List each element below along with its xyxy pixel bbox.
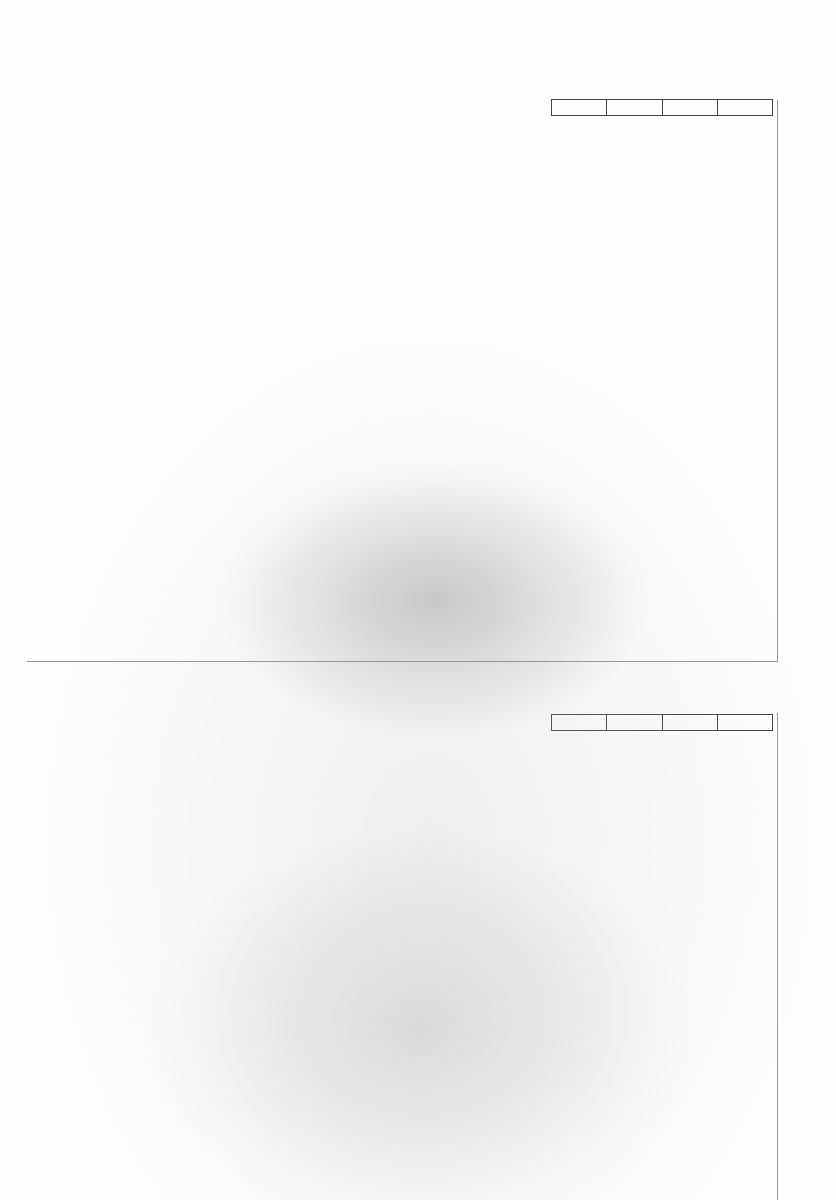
sheet1-bottom-border (27, 661, 778, 662)
col-header-name (607, 100, 662, 116)
col-header-cat (717, 715, 772, 731)
sheet2-right-border (777, 713, 778, 1200)
col-header-cat (717, 100, 772, 116)
col-header-area (662, 100, 717, 116)
floor4-table (551, 714, 773, 731)
floor3-table (551, 99, 773, 116)
col-header-name (607, 715, 662, 731)
floor4-plan-drawing (27, 710, 587, 1200)
floor3-explication (551, 96, 773, 116)
floor3-plan-drawing (27, 95, 587, 661)
col-header-num (552, 100, 607, 116)
col-header-area (662, 715, 717, 731)
sheet1-right-border (777, 100, 778, 662)
col-header-num (552, 715, 607, 731)
floor4-explication (551, 711, 773, 731)
